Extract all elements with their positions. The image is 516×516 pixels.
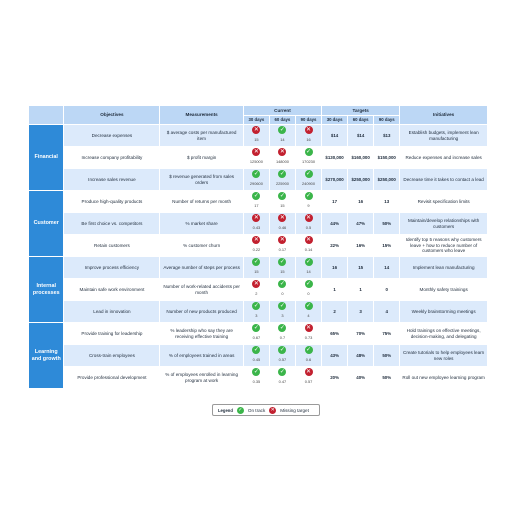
target-cell: $13	[374, 125, 400, 147]
check-icon: ✓	[279, 324, 285, 331]
current-cell	[269, 169, 295, 191]
objectives-header: Objectives	[64, 106, 160, 125]
objective-cell: Retain customers	[64, 235, 160, 257]
current-value: 170230	[302, 158, 315, 164]
target-cell: 50%	[374, 367, 400, 389]
current-cell	[295, 367, 321, 389]
current-cell	[243, 257, 269, 279]
table-row	[29, 301, 488, 323]
initiative-cell: Identify top 5 reasons why customers leave + how to reduce number of customers who leave	[400, 235, 488, 257]
objective-cell: Be first choice vs. competitors	[64, 213, 160, 235]
table-row	[29, 257, 488, 279]
x-icon: ✕	[253, 236, 259, 243]
table-row	[29, 213, 488, 235]
target-cell: $150,000	[374, 147, 400, 169]
current-value: 0.43	[252, 224, 261, 230]
x-icon: ✕	[253, 280, 259, 287]
current-cell	[243, 323, 269, 345]
target-cell: 50%	[374, 213, 400, 235]
target-cell: 50%	[374, 345, 400, 367]
objective-cell: Decrease expenses	[64, 125, 160, 147]
current-cell	[295, 213, 321, 235]
target-cell: 0	[374, 279, 400, 301]
current-value: 0.14	[304, 246, 313, 252]
current-header: Current	[243, 106, 321, 116]
x-icon: ✕	[306, 214, 312, 221]
target-cell: 15%	[374, 235, 400, 257]
x-icon: ✕	[279, 236, 285, 243]
current-cell	[295, 279, 321, 301]
current-cell	[269, 235, 295, 257]
target-cell: 16	[322, 257, 348, 279]
current-value: 0.5	[305, 224, 312, 230]
x-icon: ✕	[253, 214, 259, 221]
initiative-cell: Revisit specification limits	[400, 191, 488, 213]
x-icon: ✕	[306, 324, 312, 331]
target-cell: 16%	[348, 235, 374, 257]
measurement-cell: Number of work-related accidents per month	[160, 279, 243, 301]
target-cell: 43%	[322, 345, 348, 367]
target-cell: 3	[348, 301, 374, 323]
current-value: 225900	[275, 180, 289, 186]
initiative-cell: Decrease time it takes to contact a lead	[400, 169, 488, 191]
measurement-cell: % of employees trained in areas	[160, 345, 243, 367]
check-icon: ✓	[279, 126, 285, 133]
check-icon: ✓	[279, 302, 285, 309]
objective-cell: Provide training for leadership	[64, 323, 160, 345]
current-cell	[295, 235, 321, 257]
current-value: 14	[280, 136, 285, 142]
current-value: 15	[280, 202, 285, 208]
current-cell	[269, 301, 295, 323]
target-cell: $250,000	[348, 169, 374, 191]
current-value: 2	[255, 290, 258, 296]
target-period-header: 30 days	[322, 116, 348, 125]
current-value: 3	[255, 312, 258, 318]
check-icon: ✓	[253, 170, 259, 177]
current-value: 0.47	[278, 378, 287, 384]
target-cell: $14	[348, 125, 374, 147]
check-icon: ✓	[306, 258, 312, 265]
measurement-cell: % of employees enrolled in learning program at work	[160, 367, 243, 389]
initiative-cell: Hold trainings on effective meetings, decision-making, and delegating	[400, 323, 488, 345]
target-cell: 70%	[348, 323, 374, 345]
current-cell	[243, 147, 269, 169]
current-cell	[269, 257, 295, 279]
current-period-header: 60 days	[269, 116, 295, 125]
current-cell	[243, 367, 269, 389]
table-row	[29, 125, 488, 147]
target-cell: 14	[374, 257, 400, 279]
current-value: 0.46	[278, 224, 287, 230]
measurement-cell: $ average costs per manufactured item	[160, 125, 243, 147]
initiative-cell: Establish budgets, implement lean manufacturing	[400, 125, 488, 147]
x-icon: ✕	[253, 148, 259, 155]
current-value: 0.17	[278, 246, 287, 252]
check-icon: ✓	[279, 346, 285, 353]
current-value: 0.22	[252, 246, 261, 252]
current-cell	[243, 235, 269, 257]
target-cell: 17	[322, 191, 348, 213]
objective-cell: Increase company profitability	[64, 147, 160, 169]
measurement-cell: Average number of steps per process	[160, 257, 243, 279]
table-row	[29, 345, 488, 367]
objective-cell: Improve process efficiency	[64, 257, 160, 279]
table-row	[29, 323, 488, 345]
target-cell: $270,000	[322, 169, 348, 191]
objective-cell: Increase sales revenue	[64, 169, 160, 191]
target-cell: 44%	[322, 213, 348, 235]
objective-cell: Produce high-quality products	[64, 191, 160, 213]
objective-cell: Lead in innovation	[64, 301, 160, 323]
measurement-cell: Number of new products produced	[160, 301, 243, 323]
current-cell	[269, 323, 295, 345]
table-row	[29, 279, 488, 301]
current-cell	[243, 125, 269, 147]
x-icon: ✕	[279, 214, 285, 221]
current-value: 148000	[275, 158, 289, 164]
check-icon: ✓	[253, 192, 259, 199]
target-cell: 65%	[322, 323, 348, 345]
target-cell: 13	[374, 191, 400, 213]
current-cell	[269, 213, 295, 235]
table-row	[29, 367, 488, 389]
check-icon: ✓	[253, 324, 259, 331]
legend	[212, 404, 320, 416]
target-cell: 20%	[322, 367, 348, 389]
current-cell	[243, 301, 269, 323]
check-icon: ✓	[253, 346, 259, 353]
current-cell	[269, 125, 295, 147]
current-value: 15	[254, 268, 259, 274]
current-value: 17	[254, 202, 259, 208]
legend-missing-label: Missing target	[280, 407, 309, 413]
measurement-cell: % customer churn	[160, 235, 243, 257]
measurement-cell: $ profit margin	[160, 147, 243, 169]
current-value: 0.73	[304, 334, 313, 340]
current-cell	[295, 345, 321, 367]
target-cell: 1	[348, 279, 374, 301]
current-cell	[295, 125, 321, 147]
target-cell: 15	[348, 257, 374, 279]
current-cell	[269, 345, 295, 367]
measurement-cell: % market share	[160, 213, 243, 235]
measurement-cell: % leadership who say they are receiving effective training	[160, 323, 243, 345]
current-value: 0.35	[252, 378, 261, 384]
check-icon: ✓	[238, 406, 243, 413]
target-cell: 47%	[348, 213, 374, 235]
current-value: 9	[307, 202, 310, 208]
current-cell	[269, 191, 295, 213]
current-value: 15	[254, 136, 259, 142]
current-value: 0.45	[252, 356, 261, 362]
current-cell	[295, 301, 321, 323]
initiative-cell: Weekly brainstorming meetings	[400, 301, 488, 323]
table-row	[29, 147, 488, 169]
initiative-cell: Create tutorials to help employees learn new roles	[400, 345, 488, 367]
target-cell: $250,000	[374, 169, 400, 191]
target-cell: $130,000	[322, 147, 348, 169]
initiative-cell: Maintain/develop relationships with customers	[400, 213, 488, 235]
check-icon: ✓	[253, 302, 259, 309]
category-label: Financial	[29, 125, 64, 191]
corner-header	[29, 106, 64, 125]
check-icon: ✓	[279, 192, 285, 199]
measurement-cell: Number of returns per month	[160, 191, 243, 213]
table-row	[29, 191, 488, 213]
current-value: 16	[306, 136, 311, 142]
current-value: 15	[280, 268, 285, 274]
target-cell: 48%	[348, 345, 374, 367]
current-value: 0	[307, 290, 310, 296]
current-cell	[295, 323, 321, 345]
x-icon: ✕	[306, 126, 312, 133]
target-cell: 16	[348, 191, 374, 213]
target-cell: 22%	[322, 235, 348, 257]
current-cell	[243, 213, 269, 235]
initiative-cell: Roll out new employee learning program	[400, 367, 488, 389]
current-period-header: 90 days	[295, 116, 321, 125]
current-cell	[295, 191, 321, 213]
objective-cell: Provide professional development	[64, 367, 160, 389]
x-icon: ✕	[306, 368, 312, 375]
initiative-cell: Reduce expenses and increase sales	[400, 147, 488, 169]
legend-on-track-label: On track	[247, 407, 266, 413]
check-icon: ✓	[306, 192, 312, 199]
objective-cell: Maintain safe work environment	[64, 279, 160, 301]
table-row	[29, 169, 488, 191]
current-value: 0	[281, 290, 284, 296]
check-icon: ✓	[279, 280, 285, 287]
target-cell: 40%	[348, 367, 374, 389]
target-cell: 75%	[374, 323, 400, 345]
initiatives-header: Initiatives	[400, 106, 488, 125]
check-icon: ✓	[306, 170, 312, 177]
check-icon: ✓	[306, 302, 312, 309]
current-value: 125000	[249, 158, 263, 164]
current-value: 14	[306, 268, 311, 274]
current-cell	[243, 169, 269, 191]
x-icon: ✕	[306, 236, 312, 243]
current-cell	[295, 257, 321, 279]
current-value: 240900	[302, 180, 315, 186]
current-value: 0.7	[279, 334, 286, 340]
initiative-cell: Implement lean manufacturing	[400, 257, 488, 279]
current-value: 0.57	[278, 356, 287, 362]
x-icon: ✕	[279, 148, 285, 155]
balanced-scorecard-table	[28, 105, 488, 389]
table-row	[29, 235, 488, 257]
objective-cell: Cross-train employees	[64, 345, 160, 367]
check-icon: ✓	[279, 258, 285, 265]
current-cell	[295, 169, 321, 191]
check-icon: ✓	[253, 258, 259, 265]
measurement-cell: $ revenue generated from sales orders	[160, 169, 243, 191]
targets-header: Targets	[322, 106, 400, 116]
current-cell	[243, 279, 269, 301]
check-icon: ✓	[253, 368, 259, 375]
category-label: Learning and growth	[29, 323, 64, 389]
category-label: Internal processes	[29, 257, 64, 323]
check-icon: ✓	[306, 346, 312, 353]
current-cell	[269, 147, 295, 169]
check-icon: ✓	[306, 280, 312, 287]
check-icon: ✓	[279, 170, 285, 177]
current-cell	[269, 367, 295, 389]
target-cell: 2	[322, 301, 348, 323]
current-value: 3	[281, 312, 284, 318]
x-icon: ✕	[270, 406, 275, 413]
measurements-header: Measurements	[160, 106, 243, 125]
initiative-cell: Monthly safety trainings	[400, 279, 488, 301]
current-period-header: 30 days	[243, 116, 269, 125]
current-cell	[243, 191, 269, 213]
check-icon: ✓	[279, 368, 285, 375]
current-value: 0.57	[304, 378, 313, 384]
current-value: 4	[307, 312, 310, 318]
current-value: 290600	[249, 180, 263, 186]
current-cell	[295, 147, 321, 169]
current-value: 0.6	[305, 356, 312, 362]
target-cell: 1	[322, 279, 348, 301]
legend-title: Legend	[218, 407, 233, 413]
target-period-header: 60 days	[348, 116, 374, 125]
target-cell: $160,000	[348, 147, 374, 169]
target-cell: $14	[322, 125, 348, 147]
category-label: Customer	[29, 191, 64, 257]
current-cell	[243, 345, 269, 367]
check-icon: ✓	[306, 148, 312, 155]
current-value: 0.67	[252, 334, 261, 340]
current-cell	[269, 279, 295, 301]
target-cell: 4	[374, 301, 400, 323]
x-icon: ✕	[253, 126, 259, 133]
target-period-header: 90 days	[374, 116, 400, 125]
